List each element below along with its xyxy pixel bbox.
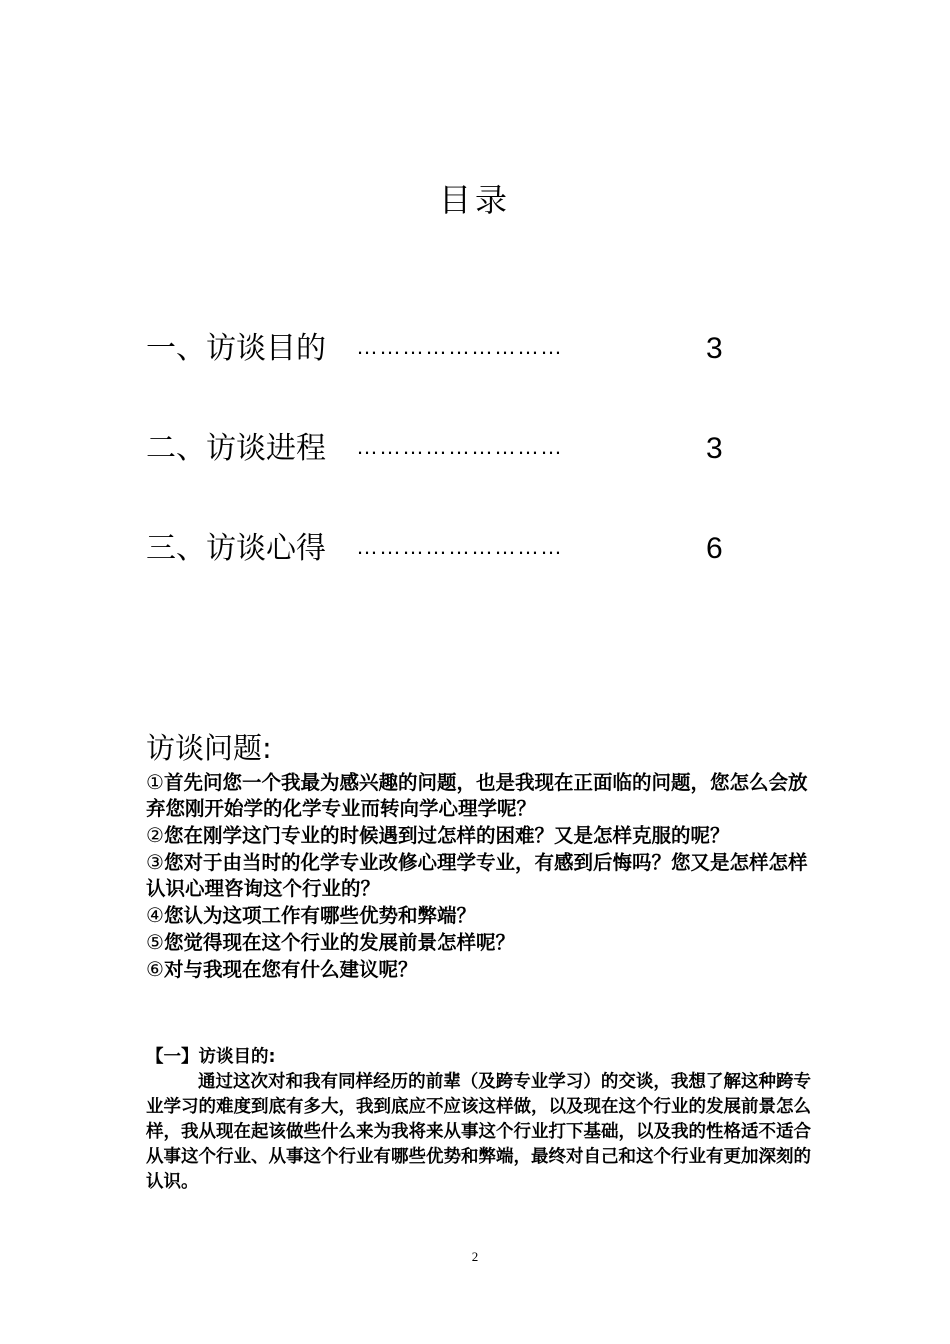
toc-leader-dots: ……………………… bbox=[356, 334, 563, 359]
section-interview-purpose bbox=[146, 1045, 811, 1195]
question-text: 您认为这项工作有哪些优势和弊端？ bbox=[163, 904, 476, 927]
question-text: 您对于由当时的化学专业改修心理学专业，有感到后悔吗？您又是怎样怎样认识心理咨询这个行业的？ bbox=[146, 851, 808, 900]
questions-list bbox=[146, 769, 811, 983]
toc-entry[interactable] bbox=[146, 526, 746, 572]
page-title: 目录 bbox=[438, 181, 511, 219]
section-heading: 【一】访谈目的: bbox=[146, 1047, 276, 1067]
toc-entry-page: 6 bbox=[706, 532, 723, 565]
toc-entry-label: 三、访谈心得 bbox=[146, 531, 326, 566]
question-text: 对与我现在您有什么建议呢？ bbox=[163, 958, 418, 981]
toc-entry-label: 一、访谈目的 bbox=[146, 331, 326, 366]
toc-leader-dots: ……………………… bbox=[356, 534, 563, 559]
question-text: 首先问您一个我最为感兴趣的问题，也是我现在正面临的问题，您怎么会放弃您刚开始学的化学专业而转向学心理学呢？ bbox=[146, 771, 808, 820]
page-number: 2 bbox=[471, 1249, 479, 1264]
question-item bbox=[146, 902, 811, 929]
table-of-contents bbox=[146, 326, 746, 626]
question-number: ① bbox=[146, 770, 164, 794]
question-item bbox=[146, 929, 811, 956]
question-item bbox=[146, 822, 811, 849]
toc-entry-page: 3 bbox=[706, 432, 723, 465]
question-number: ⑤ bbox=[146, 930, 164, 954]
toc-leader-dots: ……………………… bbox=[356, 434, 563, 459]
question-item bbox=[146, 849, 811, 902]
questions-heading: 访谈问题: bbox=[146, 731, 272, 765]
question-text: 您觉得现在这个行业的发展前景怎样呢？ bbox=[163, 931, 515, 954]
toc-entry-page: 3 bbox=[706, 332, 723, 365]
question-item bbox=[146, 769, 811, 822]
question-number: ④ bbox=[146, 903, 164, 927]
toc-entry-label: 二、访谈进程 bbox=[146, 431, 326, 466]
question-text: 您在刚学这门专业的时候遇到过怎样的困难？又是怎样克服的呢？ bbox=[163, 824, 730, 847]
toc-entry[interactable] bbox=[146, 426, 746, 472]
question-number: ⑥ bbox=[146, 957, 164, 981]
section-body: 通过这次对和我有同样经历的前辈（及跨专业学习）的交谈，我想了解这种跨专业学习的难度到底有多大，我到底应不应该这样做，以及现在这个行业的发展前景怎么样，我从现在起该做些什么来为我将来从事这个行业打下基础，以及我的性格适不适合从事这个行业、从事这个行业有哪些优势和弊端，最终对自己和这个行业有更加深刻的认识。 bbox=[146, 1072, 811, 1192]
toc-entry[interactable] bbox=[146, 326, 746, 372]
question-item bbox=[146, 956, 811, 983]
question-number: ② bbox=[146, 823, 164, 847]
question-number: ③ bbox=[146, 850, 164, 874]
